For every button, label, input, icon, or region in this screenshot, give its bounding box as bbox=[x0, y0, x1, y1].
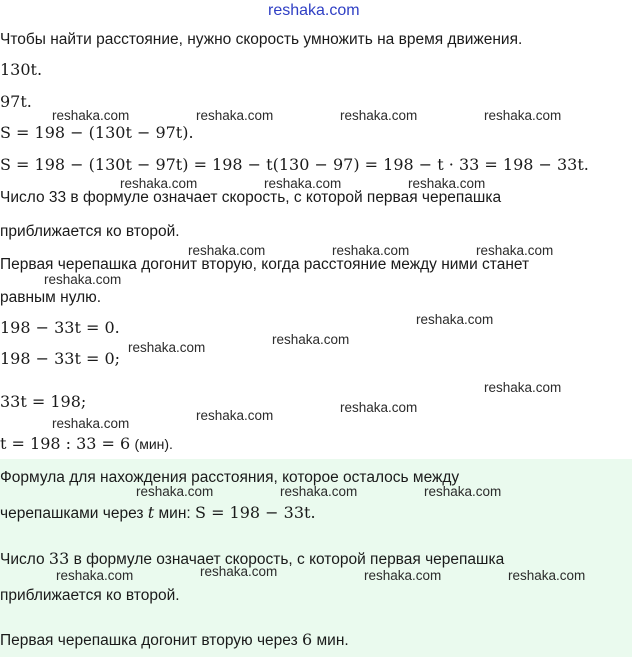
catch-text-line1: Первая черепашка догонит вторую, когда расстояние между ними станет bbox=[0, 256, 530, 273]
watermark: reshaka.com bbox=[408, 176, 486, 191]
watermark: reshaka.com bbox=[364, 568, 442, 583]
watermark: reshaka.com bbox=[56, 568, 134, 583]
answer-line4: приближается ко второй. bbox=[0, 587, 180, 604]
speed-text-line2: приближается ко второй. bbox=[0, 223, 180, 240]
watermark: reshaka.com bbox=[476, 243, 554, 258]
distance-first: 130t. bbox=[0, 60, 43, 79]
watermark: reshaka.com bbox=[508, 568, 586, 583]
watermark: reshaka.com bbox=[484, 108, 562, 123]
answer-line5-num: 6 bbox=[302, 630, 313, 649]
equation-1: 198 − 33t = 0. bbox=[0, 318, 120, 337]
answer-formula: S = 198 − 33t. bbox=[195, 503, 316, 522]
watermark: reshaka.com bbox=[52, 416, 130, 431]
answer-line3-pre: Число bbox=[0, 551, 45, 568]
watermark: reshaka.com bbox=[424, 484, 502, 499]
watermark: reshaka.com bbox=[484, 380, 562, 395]
watermark: reshaka.com bbox=[416, 312, 494, 327]
equation-2: 198 − 33t = 0; bbox=[0, 349, 121, 368]
watermark: reshaka.com bbox=[200, 564, 278, 579]
watermark: reshaka.com bbox=[120, 176, 198, 191]
answer-line3-post: в формуле означает скорость, с которой первая черепашка bbox=[73, 551, 505, 568]
site-logo[interactable]: reshaka.com bbox=[268, 2, 360, 19]
watermark: reshaka.com bbox=[272, 332, 350, 347]
equation-3: 33t = 198; bbox=[0, 392, 87, 411]
watermark: reshaka.com bbox=[188, 243, 266, 258]
answer-line2-var: t bbox=[147, 503, 155, 522]
answer-line5-post: мин. bbox=[316, 632, 349, 649]
watermark: reshaka.com bbox=[52, 108, 130, 123]
watermark: reshaka.com bbox=[280, 484, 358, 499]
watermark: reshaka.com bbox=[44, 272, 122, 287]
equation-4: t = 198 : 33 = 6 bbox=[0, 434, 131, 453]
distance-second: 97t. bbox=[0, 92, 32, 111]
watermark: reshaka.com bbox=[332, 243, 410, 258]
watermark: reshaka.com bbox=[128, 340, 206, 355]
formula-s2: S = 198 − (130t − 97t) = 198 − t(130 − 97) = 198 − t · 33 = 198 − 33t. bbox=[0, 155, 589, 174]
answer-line2-text: черепашками через bbox=[0, 505, 144, 522]
equation-4-unit: (мин). bbox=[134, 436, 173, 452]
catch-text-line2: равным нулю. bbox=[0, 289, 102, 306]
answer-line5 bbox=[0, 632, 349, 649]
answer-line1: Формула для нахождения расстояния, которое осталось между bbox=[0, 469, 460, 486]
answer-line2 bbox=[0, 505, 316, 522]
speed-text-line1: Число 33 в формуле означает скорость, с которой первая черепашка bbox=[0, 189, 502, 206]
watermark: reshaka.com bbox=[340, 108, 418, 123]
answer-line2-mid: мин: bbox=[158, 505, 191, 522]
watermark: reshaka.com bbox=[196, 108, 274, 123]
watermark: reshaka.com bbox=[136, 484, 214, 499]
watermark: reshaka.com bbox=[264, 176, 342, 191]
watermark: reshaka.com bbox=[340, 400, 418, 415]
watermark: reshaka.com bbox=[196, 408, 274, 423]
intro-text: Чтобы найти расстояние, нужно скорость умножить на время движения. bbox=[0, 31, 523, 48]
equation-4-row bbox=[0, 436, 173, 453]
answer-line5-pre: Первая черепашка догонит вторую через bbox=[0, 632, 298, 649]
formula-s1: S = 198 − (130t − 97t). bbox=[0, 123, 194, 142]
answer-line3-num: 33 bbox=[48, 549, 70, 568]
